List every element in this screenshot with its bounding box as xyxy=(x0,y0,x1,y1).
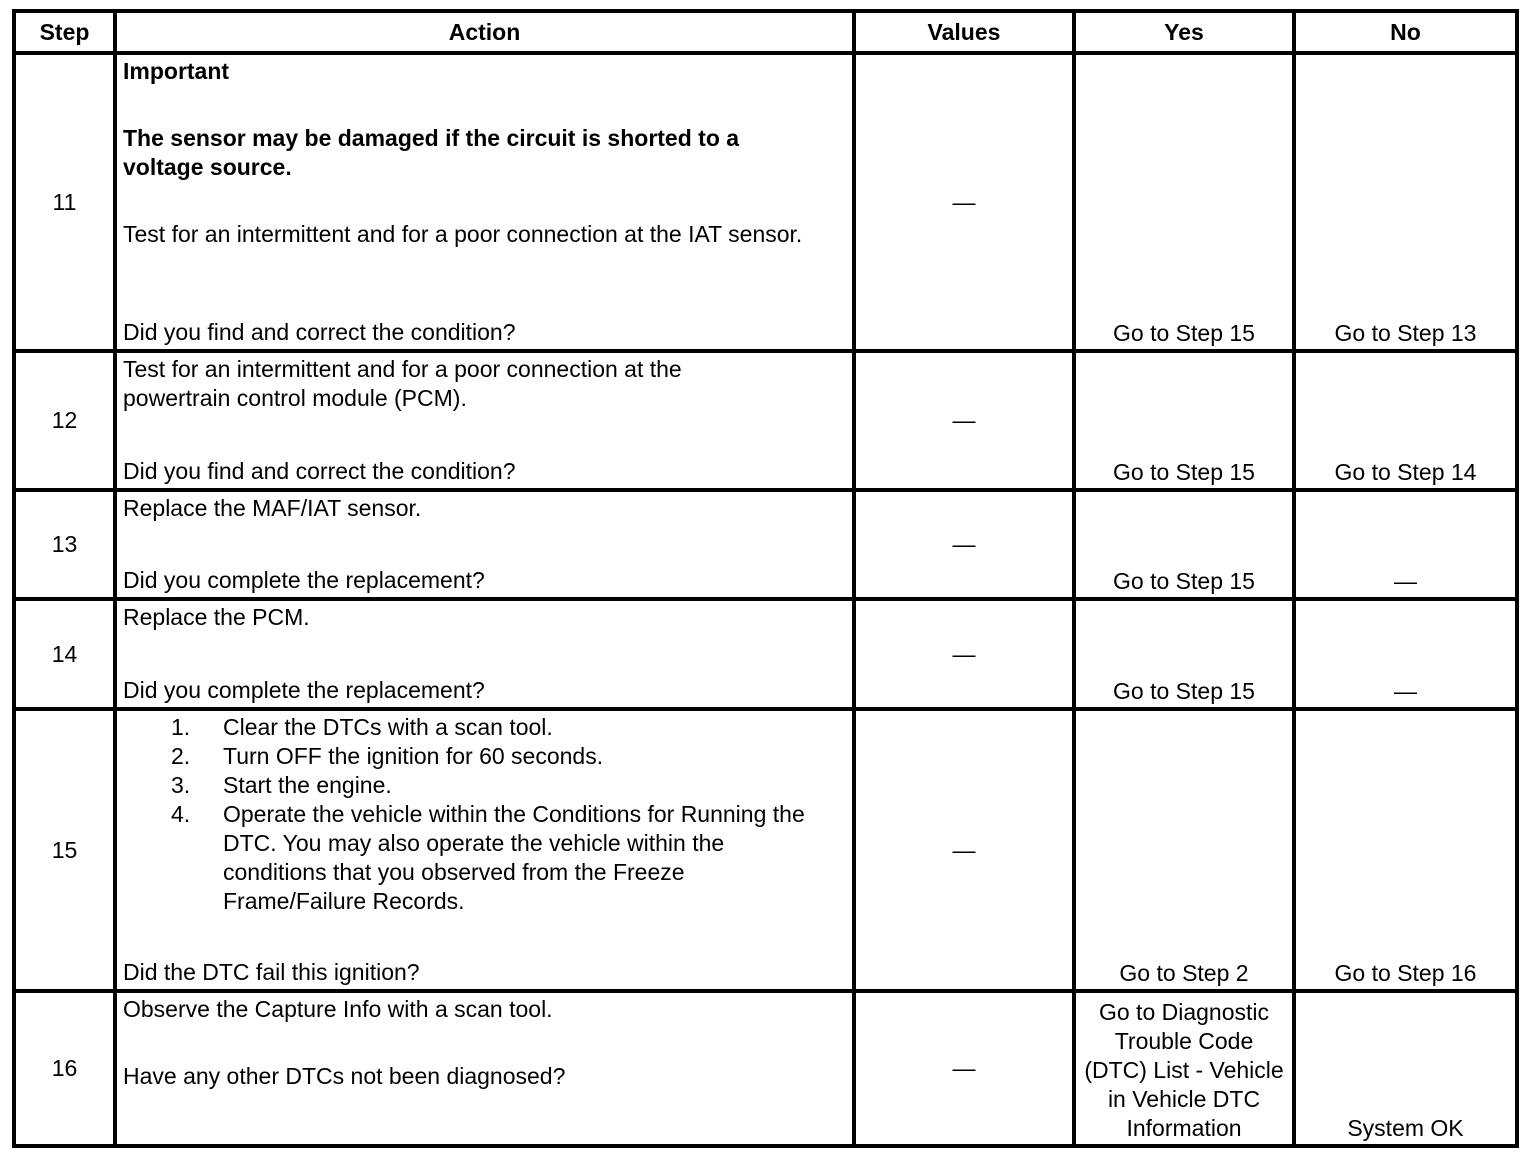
yes-link[interactable]: Go to Step 2 xyxy=(1074,709,1294,991)
action-cell xyxy=(115,709,854,991)
yes-link[interactable]: Go to Diagnostic Trouble Code (DTC) List - Vehicle in Vehicle DTC Information xyxy=(1074,991,1294,1146)
procedure-list xyxy=(123,713,846,916)
step-number: 12 xyxy=(14,351,115,490)
question-text: Did you complete the replacement? xyxy=(123,677,485,703)
no-link[interactable]: Go to Step 14 xyxy=(1294,351,1517,490)
instruction-text: Test for an intermittent and for a poor connection at the powertrain control module (PCM). xyxy=(123,356,682,411)
header-values: Values xyxy=(854,11,1074,53)
instruction-text: Observe the Capture Info with a scan tool. xyxy=(123,996,553,1022)
no-link: — xyxy=(1294,490,1517,599)
table-row-step-12 xyxy=(14,351,1517,490)
question-text: Did you find and correct the condition? xyxy=(123,458,516,484)
action-cell xyxy=(115,53,854,351)
values-cell: — xyxy=(854,709,1074,991)
list-text: Turn OFF the ignition for 60 seconds. xyxy=(223,743,604,769)
step-number: 15 xyxy=(14,709,115,991)
diagnostic-table xyxy=(12,9,1519,1148)
list-item xyxy=(171,742,846,771)
question-text: Did the DTC fail this ignition? xyxy=(123,959,420,985)
header-step: Step xyxy=(14,11,115,53)
table-row-step-11 xyxy=(14,53,1517,351)
yes-link[interactable]: Go to Step 15 xyxy=(1074,490,1294,599)
action-cell xyxy=(115,351,854,490)
action-cell xyxy=(115,599,854,709)
instruction-text: Replace the PCM. xyxy=(123,604,310,630)
list-number: 3. xyxy=(171,772,191,798)
yes-link[interactable]: Go to Step 15 xyxy=(1074,53,1294,351)
list-item xyxy=(171,713,846,742)
list-text: Start the engine. xyxy=(223,772,392,798)
values-cell: — xyxy=(854,490,1074,599)
warning-text: The sensor may be damaged if the circuit is shorted to a voltage source. xyxy=(123,125,740,180)
action-cell xyxy=(115,490,854,599)
list-text: Clear the DTCs with a scan tool. xyxy=(223,714,553,740)
table-row-step-14 xyxy=(14,599,1517,709)
no-link[interactable]: Go to Step 16 xyxy=(1294,709,1517,991)
step-number: 14 xyxy=(14,599,115,709)
step-number: 11 xyxy=(14,53,115,351)
values-cell: — xyxy=(854,991,1074,1146)
instruction-text: Test for an intermittent and for a poor connection at the IAT sensor. xyxy=(123,221,803,247)
list-number: 1. xyxy=(171,714,191,740)
question-text: Did you find and correct the condition? xyxy=(123,319,516,345)
header-yes: Yes xyxy=(1074,11,1294,53)
no-link: — xyxy=(1294,599,1517,709)
table-row-step-16 xyxy=(14,991,1517,1146)
question-text: Did you complete the replacement? xyxy=(123,567,485,593)
values-cell: — xyxy=(854,599,1074,709)
table-row-step-13 xyxy=(14,490,1517,599)
action-cell xyxy=(115,991,854,1146)
values-cell: — xyxy=(854,53,1074,351)
yes-link[interactable]: Go to Step 15 xyxy=(1074,351,1294,490)
yes-link[interactable]: Go to Step 15 xyxy=(1074,599,1294,709)
list-number: 4. xyxy=(171,801,191,827)
header-no: No xyxy=(1294,11,1517,53)
header-action: Action xyxy=(115,11,854,53)
header-row xyxy=(14,11,1517,53)
list-item xyxy=(171,800,846,916)
list-item xyxy=(171,771,846,800)
no-link: System OK xyxy=(1294,991,1517,1146)
question-text: Have any other DTCs not been diagnosed? xyxy=(123,1063,566,1089)
list-text: Operate the vehicle within the Conditions for Running the DTC. You may also operate the vehicle within the conditions that you observed from the Freeze Frame/Failure Records. xyxy=(223,801,805,914)
list-number: 2. xyxy=(171,743,191,769)
table-row-step-15 xyxy=(14,709,1517,991)
important-label: Important xyxy=(123,58,230,84)
values-cell: — xyxy=(854,351,1074,490)
step-number: 16 xyxy=(14,991,115,1146)
no-link[interactable]: Go to Step 13 xyxy=(1294,53,1517,351)
instruction-text: Replace the MAF/IAT sensor. xyxy=(123,495,422,521)
step-number: 13 xyxy=(14,490,115,599)
